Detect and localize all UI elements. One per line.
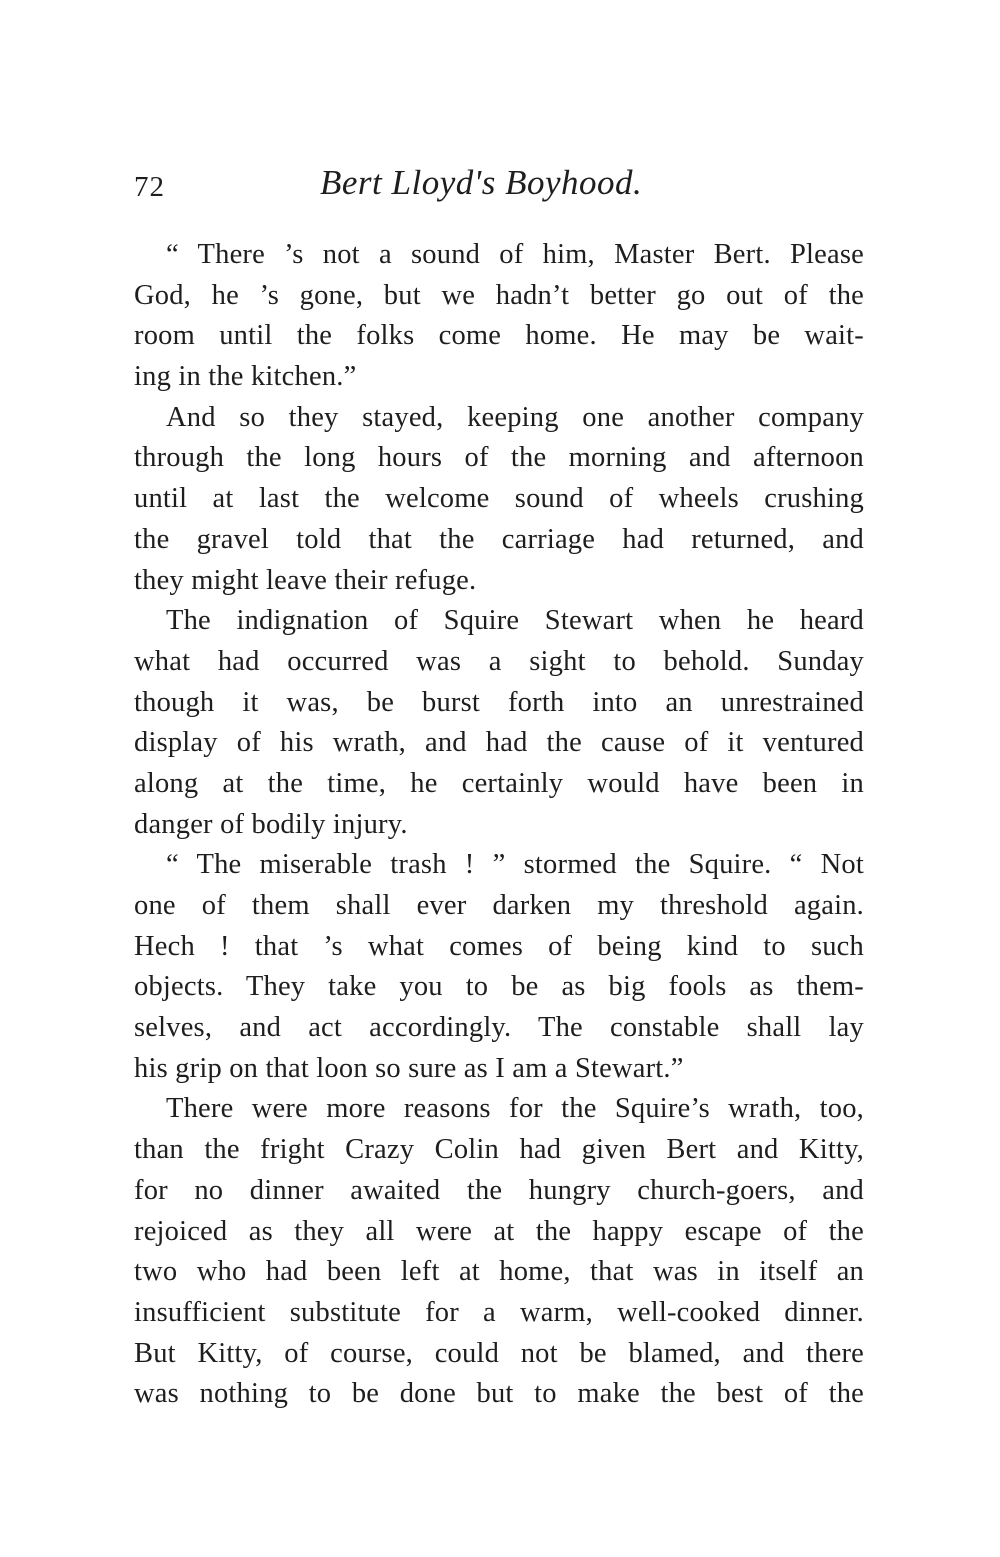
text-line: was nothing to be done but to make the best of the <box>134 1378 864 1410</box>
text-line: one of them shall ever darken my threshold again. <box>134 890 864 921</box>
text-line: along at the time, he certainly would have been in <box>134 767 864 799</box>
body-text <box>134 235 864 1415</box>
text-line: ing in the kitchen.” <box>134 361 357 393</box>
text-line: than the fright Crazy Colin had given Bert and Kitty, <box>134 1134 864 1166</box>
text-line: The indignation of Squire Stewart when he heard <box>166 605 864 637</box>
running-title: Bert Lloyd's Boyhood. <box>320 163 643 202</box>
running-head <box>134 163 864 213</box>
paragraph-3 <box>134 601 864 845</box>
paragraph-2 <box>134 398 864 601</box>
text-line: display of his wrath, and had the cause of it ventured <box>134 727 864 759</box>
text-line: the gravel told that the carriage had returned, and <box>134 523 864 555</box>
text-line: through the long hours of the morning and afternoon <box>134 442 864 474</box>
text-line: room until the folks come home. He may be wait- <box>134 320 864 352</box>
text-line: And so they stayed, keeping one another company <box>166 401 864 433</box>
text-line: though it was, be burst forth into an unrestrained <box>134 686 864 718</box>
text-line: “ There ’s not a sound of him, Master Bert. Please <box>166 239 864 270</box>
text-line: danger of bodily injury. <box>134 808 408 840</box>
text-line: they might leave their refuge. <box>134 564 477 596</box>
text-line: for no dinner awaited the hungry church-goers, and <box>134 1174 864 1206</box>
paragraph-1 <box>134 235 864 398</box>
text-line: There were more reasons for the Squire’s wrath, too, <box>166 1093 864 1125</box>
text-line: “ The miserable trash ! ” stormed the Squire. “ Not <box>166 849 864 881</box>
text-line: Hech ! that ’s what comes of being kind to such <box>134 930 864 962</box>
page-number: 72 <box>134 171 165 203</box>
paragraph-5 <box>134 1089 864 1415</box>
text-line: objects. They take you to be as big fools as them- <box>134 971 864 1003</box>
text-line: selves, and act accordingly. The constable shall lay <box>134 1012 864 1044</box>
text-line: his grip on that loon so sure as I am a Stewart.” <box>134 1052 684 1084</box>
text-line: two who had been left at home, that was in itself an <box>134 1256 864 1288</box>
paragraph-4 <box>134 845 864 1089</box>
text-line: rejoiced as they all were at the happy escape of the <box>134 1215 864 1247</box>
text-line: insufficient substitute for a warm, well-cooked dinner. <box>134 1296 864 1328</box>
text-line: what had occurred was a sight to behold. Sunday <box>134 645 864 677</box>
text-line: But Kitty, of course, could not be blamed, and there <box>134 1337 864 1369</box>
text-line: until at last the welcome sound of wheels crushing <box>134 483 864 515</box>
text-line: God, he ’s gone, but we hadn’t better go out of the <box>134 279 864 311</box>
